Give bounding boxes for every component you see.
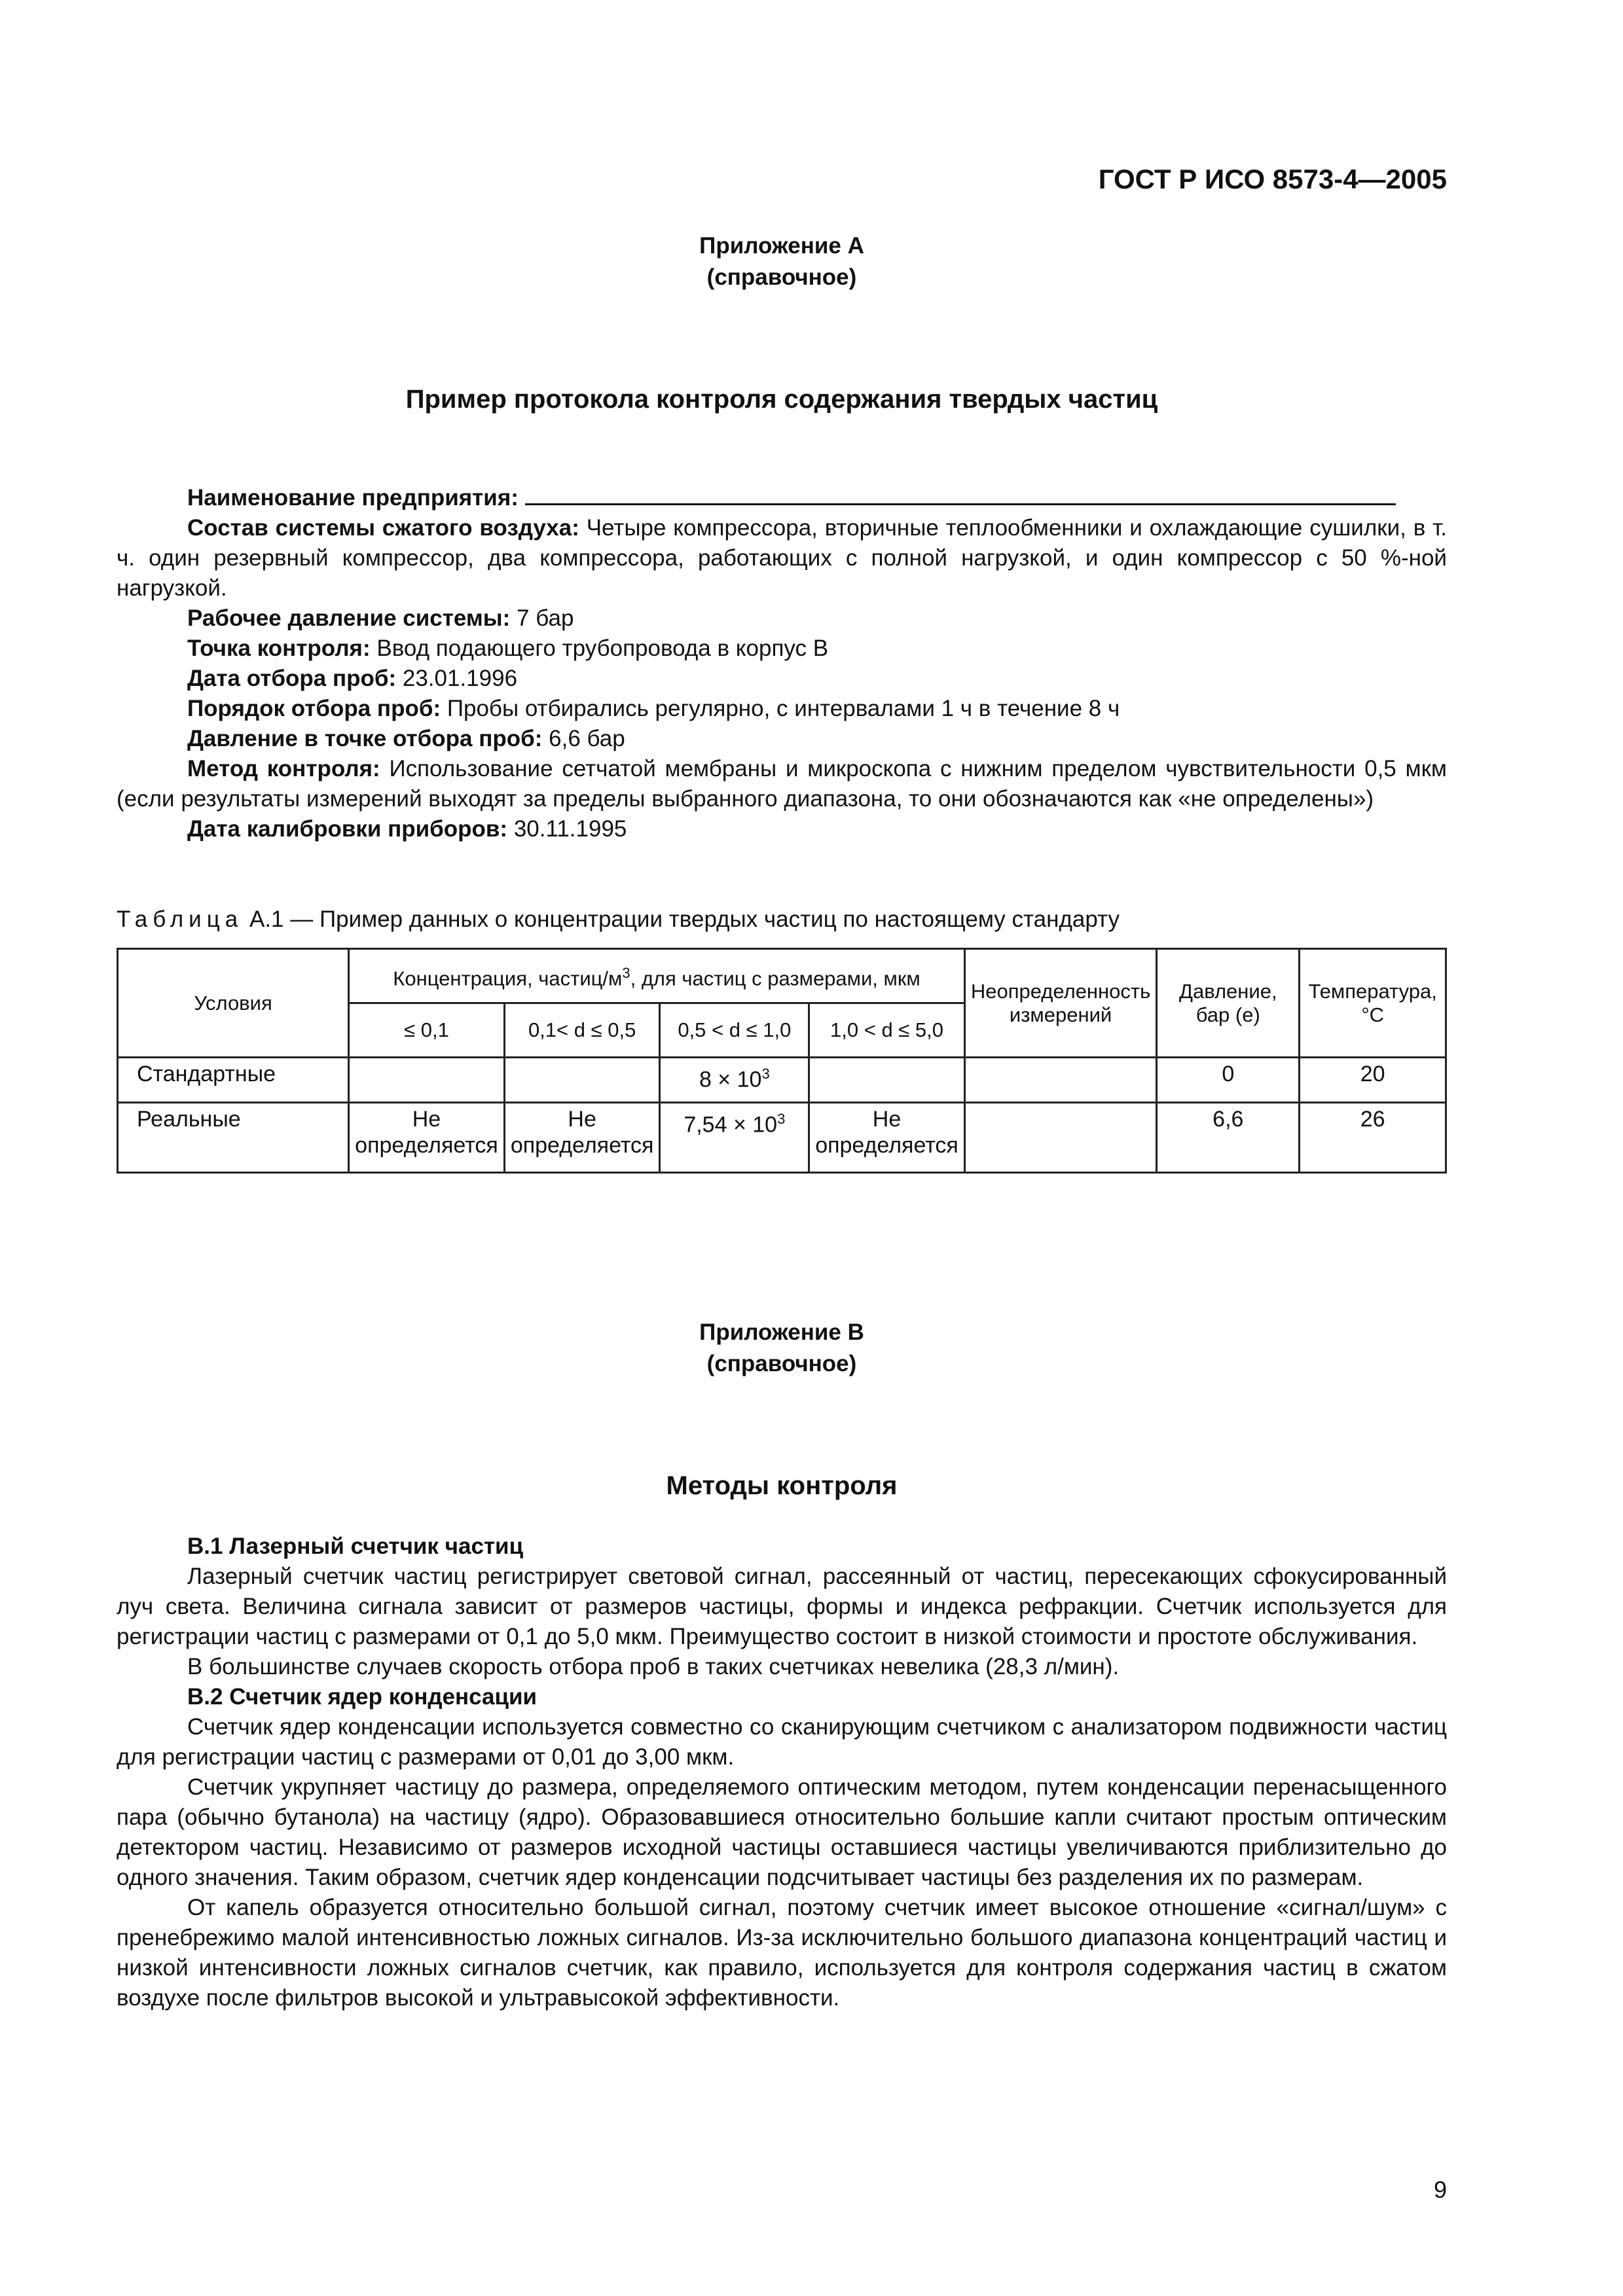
b1-paragraph-1: Лазерный счетчик частиц регистрирует световой сигнал, рассеянный от частиц, пересекающих сфокусированный луч света. Величина сигнала зависит от размеров частицы, формы и индекса рефракции. Счетчик используется для регистрации частиц с размерами от 0,1 до 5,0 мкм. Преимущество состоит в низкой стоимости и простоте обслуживания.: [117, 1564, 1447, 1649]
b1-heading: [117, 1532, 1447, 1562]
annex-a-title: Пример протокола контроля содержания твердых частиц: [405, 385, 1158, 414]
protocol-date: [117, 664, 1447, 694]
point-pressure-value: 6,6 бар: [549, 726, 625, 751]
company-blank-line: [525, 484, 1396, 505]
standard-designation: ГОСТ Р ИСО 8573-4—2005: [1098, 164, 1447, 194]
header-size-3: 0,5 < d ≤ 1,0: [660, 1003, 809, 1058]
table-caption: [117, 906, 1120, 933]
protocol-system: [117, 513, 1447, 603]
calibration-value: 30.11.1995: [513, 816, 627, 842]
calibration-label: Дата калибровки приборов:: [187, 816, 508, 842]
annex-b-title: Методы контроля: [666, 1471, 898, 1500]
protocol-method: [117, 754, 1447, 814]
header-concentration: [349, 949, 965, 1003]
row-cell: Не определяется: [809, 1103, 965, 1173]
header-pressure: Давление, бар (е): [1157, 949, 1300, 1058]
protocol-block: [117, 483, 1447, 844]
system-label: Состав системы сжатого воздуха:: [187, 515, 579, 541]
company-label: Наименование предприятия:: [187, 485, 519, 511]
date-value: 23.01.1996: [402, 666, 518, 691]
table-caption-prefix: Таблица: [117, 906, 244, 932]
header-concentration-tail: , для частиц с размерами, мкм: [630, 967, 921, 990]
procedure-label: Порядок отбора проб:: [187, 696, 441, 721]
pressure-label: Рабочее давление системы:: [187, 605, 511, 631]
page-number: 9: [1433, 2176, 1447, 2203]
table-header-row: [118, 949, 1446, 1003]
annex-b-status: (справочное): [706, 1351, 857, 1376]
header-size-1: ≤ 0,1: [349, 1003, 505, 1058]
row-cell: 20: [1300, 1058, 1446, 1103]
protocol-point: [117, 634, 1447, 664]
date-label: Дата отбора проб:: [187, 666, 397, 691]
row-cell: [809, 1058, 965, 1103]
header-concentration-sup: 3: [622, 964, 630, 981]
protocol-pressure: [117, 603, 1447, 634]
annex-b-label: Приложение В: [699, 1319, 864, 1345]
header-temperature: Температура, °С: [1300, 949, 1446, 1058]
row-condition: Стандартные: [118, 1058, 349, 1103]
annex-b-body: [117, 1532, 1447, 2013]
table-row: [118, 1058, 1446, 1103]
b2-paragraph-3: От капель образуется относительно большой сигнал, поэтому счетчик имеет высокое отношение «сигнал/шум» с пренебрежимо малой интенсивностью ложных сигналов. Из-за исключительно большого диапазона концентраций частиц и низкой интенсивности ложных сигналов счетчик, как правило, используется для контроля содержания частиц в сжатом воздухе после фильтров высокой и ультравысокой эффективности.: [117, 1895, 1447, 2011]
point-label: Точка контроля:: [187, 636, 371, 661]
row-cell: Не определяется: [504, 1103, 660, 1173]
system-value: Четыре компрессора, вторичные теплообменники и охлаждающие сушилки, в т. ч. один резервный компрессор, два компрессора, работающих с полной нагрузкой, и один компрессор с 50 %-ной нагрузкой.: [117, 515, 1447, 601]
row-cell: [660, 1058, 809, 1103]
b2-paragraph-1: Счетчик ядер конденсации используется совместно со сканирующим счетчиком с анализатором подвижности частиц для регистрации частиц с размерами от 0,01 до 3,00 мкм.: [117, 1714, 1447, 1770]
point-pressure-label: Давление в точке отбора проб:: [187, 726, 543, 751]
b2-heading: [117, 1682, 1447, 1712]
header-uncertainty: Неопределенность измерений: [964, 949, 1156, 1058]
table-caption-text: — Пример данных о концентрации твердых частиц по настоящему стандарту: [290, 906, 1120, 932]
row-cell: [660, 1103, 809, 1173]
procedure-value: Пробы отбирались регулярно, с интервалами 1 ч в течение 8 ч: [447, 696, 1120, 721]
b2-heading-text: В.2 Счетчик ядер конденсации: [187, 1684, 538, 1710]
table-caption-number: А.1: [249, 906, 284, 932]
header-concentration-text: Концентрация, частиц/м: [393, 967, 623, 990]
protocol-company: [117, 483, 1447, 513]
row-cell: [349, 1058, 505, 1103]
header-size-2: 0,1< d ≤ 0,5: [504, 1003, 660, 1058]
b1-paragraph-2: В большинстве случаев скорость отбора проб в таких счетчиках невелика (28,3 л/мин).: [187, 1654, 1120, 1679]
point-value: Ввод подающего трубопровода в корпус В: [376, 636, 829, 661]
row-cell: [964, 1058, 1156, 1103]
b2-paragraph-2: Счетчик укрупняет частицу до размера, определяемого оптическим методом, путем конденсации перенасыщенного пара (обычно бутанола) на частицу (ядро). Образовавшиеся относительно большие капли считают простым оптическим детектором частиц. Независимо от размеров исходной частицы оставшиеся частицы увеличиваются приблизительно до одного значения. Таким образом, счетчик ядер конденсации подсчитывает частицы без разделения их по размерам.: [117, 1774, 1447, 1890]
row-cell: 6,6: [1157, 1103, 1300, 1173]
method-value: Использование сетчатой мембраны и микроскопа с нижним пределом чувствительности 0,5 мкм (если результаты измерений выходят за пределы выбранного диапазона, то они обозначаются как «не определены»): [117, 756, 1447, 812]
pressure-value: 7 бар: [517, 605, 574, 631]
row-cell-sup: 3: [761, 1066, 770, 1082]
row-cell: [504, 1058, 660, 1103]
row-cell: Не определяется: [349, 1103, 505, 1173]
header-size-4: 1,0 < d ≤ 5,0: [809, 1003, 965, 1058]
annex-a-label: Приложение А: [699, 233, 864, 259]
annex-b-heading: [117, 1317, 1447, 1380]
particle-concentration-table: [117, 948, 1447, 1174]
protocol-calibration: [117, 814, 1447, 844]
row-cell-value: 8 × 10: [699, 1067, 762, 1092]
row-cell-value: 7,54 × 10: [684, 1112, 778, 1138]
method-label: Метод контроля:: [187, 756, 380, 781]
header-conditions: Условия: [118, 949, 349, 1058]
document-page: [117, 0, 1447, 2296]
annex-a-status: (справочное): [706, 264, 857, 290]
protocol-point-pressure: [117, 724, 1447, 754]
row-cell-sup: 3: [777, 1111, 786, 1127]
row-cell: 0: [1157, 1058, 1300, 1103]
row-cell: [964, 1103, 1156, 1173]
row-cell: 26: [1300, 1103, 1446, 1173]
annex-a-heading: [117, 230, 1447, 293]
row-condition: Реальные: [118, 1103, 349, 1173]
b1-heading-text: В.1 Лазерный счетчик частиц: [187, 1534, 524, 1559]
protocol-procedure: [117, 694, 1447, 724]
table-row: [118, 1103, 1446, 1173]
